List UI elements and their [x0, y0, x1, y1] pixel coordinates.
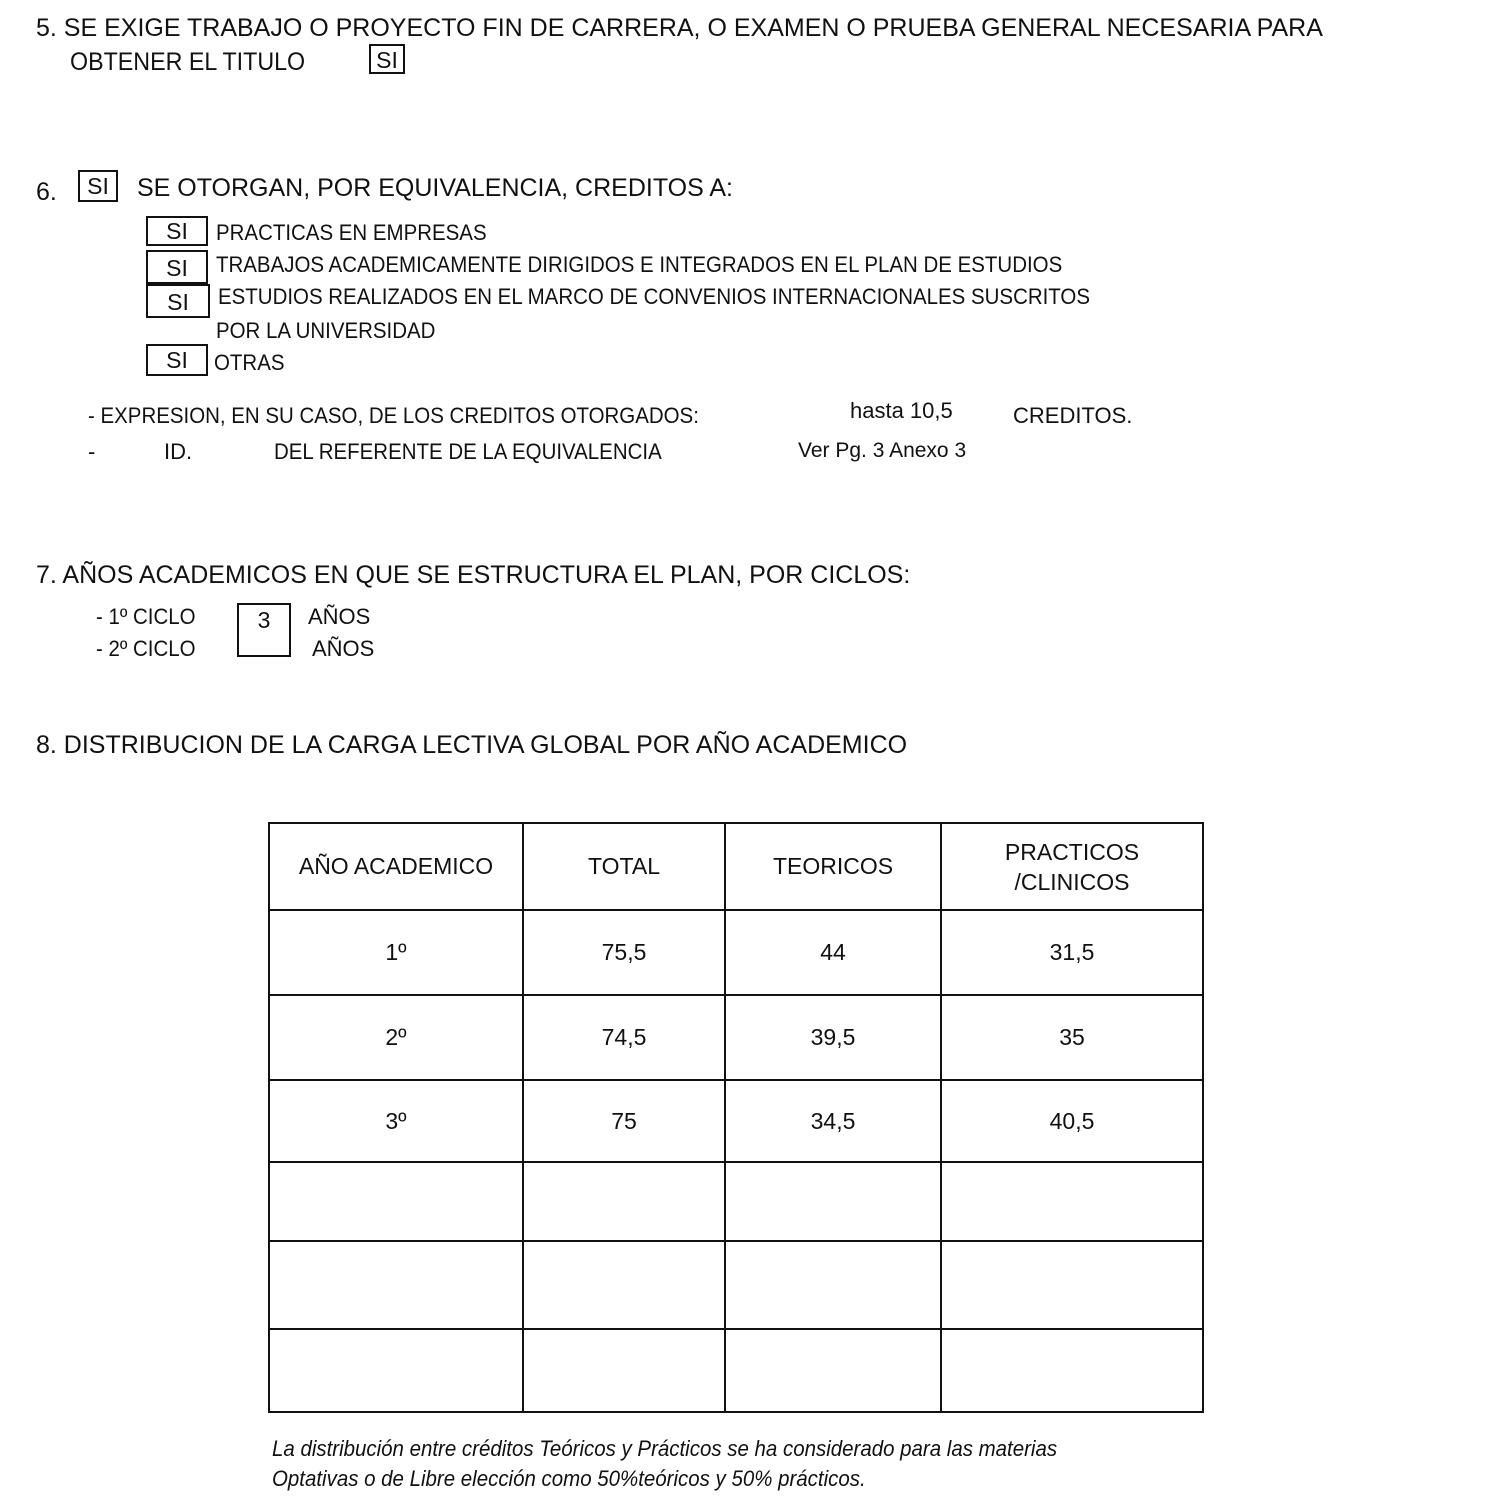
table-cell — [269, 1162, 523, 1241]
table-cell: 31,5 — [941, 910, 1203, 995]
section6-item-box: SI — [146, 344, 208, 376]
carga-lectiva-table — [268, 822, 1204, 1413]
ciclo-unit: AÑOS — [308, 604, 371, 629]
section6-title: SE OTORGAN, POR EQUIVALENCIA, CREDITOS A: — [137, 174, 733, 202]
section6-number: 6. — [36, 178, 57, 206]
ciclo-label: - 1º CICLO — [96, 604, 196, 629]
table-row — [269, 1080, 1203, 1162]
referente-value: Ver Pg. 3 Anexo 3 — [798, 439, 967, 462]
table-cell — [725, 1241, 941, 1329]
ciclo-value-box: 3 — [237, 603, 291, 629]
header-ano-academico: AÑO ACADEMICO — [269, 823, 523, 910]
table-row — [269, 910, 1203, 995]
expresion-unit: CREDITOS. — [1013, 403, 1133, 428]
table-cell: 2º — [269, 995, 523, 1080]
table-cell — [523, 1241, 725, 1329]
table-row — [269, 1162, 1203, 1241]
footnote — [272, 1434, 1116, 1494]
section6-item-label: TRABAJOS ACADEMICAMENTE DIRIGIDOS E INTEGRADOS EN EL PLAN DE ESTUDIOS — [216, 252, 1063, 277]
section6-item-label-cont: POR LA UNIVERSIDAD — [216, 318, 436, 343]
table-cell: 40,5 — [941, 1080, 1203, 1162]
section6-item-label: ESTUDIOS REALIZADOS EN EL MARCO DE CONVENIOS INTERNACIONALES SUSCRITOS — [218, 284, 1090, 309]
section6-item-box: SI — [146, 216, 208, 246]
table-cell: 3º — [269, 1080, 523, 1162]
table-cell: 44 — [725, 910, 941, 995]
table-row — [269, 1329, 1203, 1412]
table-cell: 39,5 — [725, 995, 941, 1080]
id-dash: - — [88, 439, 96, 464]
section6-item-label: OTRAS — [214, 350, 285, 375]
header-teoricos: TEORICOS — [725, 823, 941, 910]
table-cell — [725, 1329, 941, 1412]
table-cell: 75,5 — [523, 910, 725, 995]
section5-answer-box: SI — [369, 44, 405, 74]
section5-line1: 5. SE EXIGE TRABAJO O PROYECTO FIN DE CARRERA, O EXAMEN O PRUEBA GENERAL NECESARIA PARA — [36, 14, 1323, 42]
ciclo-label: - 2º CICLO — [96, 636, 196, 661]
table-row — [269, 995, 1203, 1080]
section5-line2 — [70, 48, 323, 77]
section6-item-box: SI — [146, 250, 208, 284]
table-cell — [941, 1241, 1203, 1329]
table-cell — [523, 1329, 725, 1412]
table-cell — [269, 1329, 523, 1412]
section7-title: 7. AÑOS ACADEMICOS EN QUE SE ESTRUCTURA EL PLAN, POR CICLOS: — [36, 561, 911, 589]
section6-answer-box: SI — [78, 170, 118, 202]
table-cell: 74,5 — [523, 995, 725, 1080]
footnote-line1: La distribución entre créditos Teóricos y Prácticos se ha considerado para las materias — [272, 1436, 1058, 1461]
expresion-value: hasta 10,5 — [850, 398, 953, 423]
id-label: ID. — [164, 439, 193, 464]
ciclo-value-box — [237, 629, 291, 657]
table-row — [269, 1241, 1203, 1329]
table-cell — [269, 1241, 523, 1329]
table-cell: 75 — [523, 1080, 725, 1162]
section8-title: 8. DISTRIBUCION DE LA CARGA LECTIVA GLOBAL POR AÑO ACADEMICO — [36, 731, 908, 759]
section5-line2-text: OBTENER EL TITULO — [70, 48, 306, 76]
ciclo-unit: AÑOS — [312, 636, 375, 661]
table-cell — [941, 1329, 1203, 1412]
header-practicos: PRACTICOS /CLINICOS — [941, 823, 1203, 910]
expresion-label: - EXPRESION, EN SU CASO, DE LOS CREDITOS OTORGADOS: — [88, 403, 699, 428]
table-header-row — [269, 823, 1203, 910]
footnote-line2: Optativas o de Libre elección como 50%teóricos y 50% prácticos. — [272, 1466, 866, 1491]
table-cell — [523, 1162, 725, 1241]
section6-item-box: SI — [146, 284, 210, 318]
table-cell: 1º — [269, 910, 523, 995]
referente-label: DEL REFERENTE DE LA EQUIVALENCIA — [274, 439, 662, 464]
table-cell: 34,5 — [725, 1080, 941, 1162]
table-cell — [725, 1162, 941, 1241]
section6-item-label: PRACTICAS EN EMPRESAS — [216, 220, 487, 245]
table-cell — [941, 1162, 1203, 1241]
table-cell: 35 — [941, 995, 1203, 1080]
header-total: TOTAL — [523, 823, 725, 910]
